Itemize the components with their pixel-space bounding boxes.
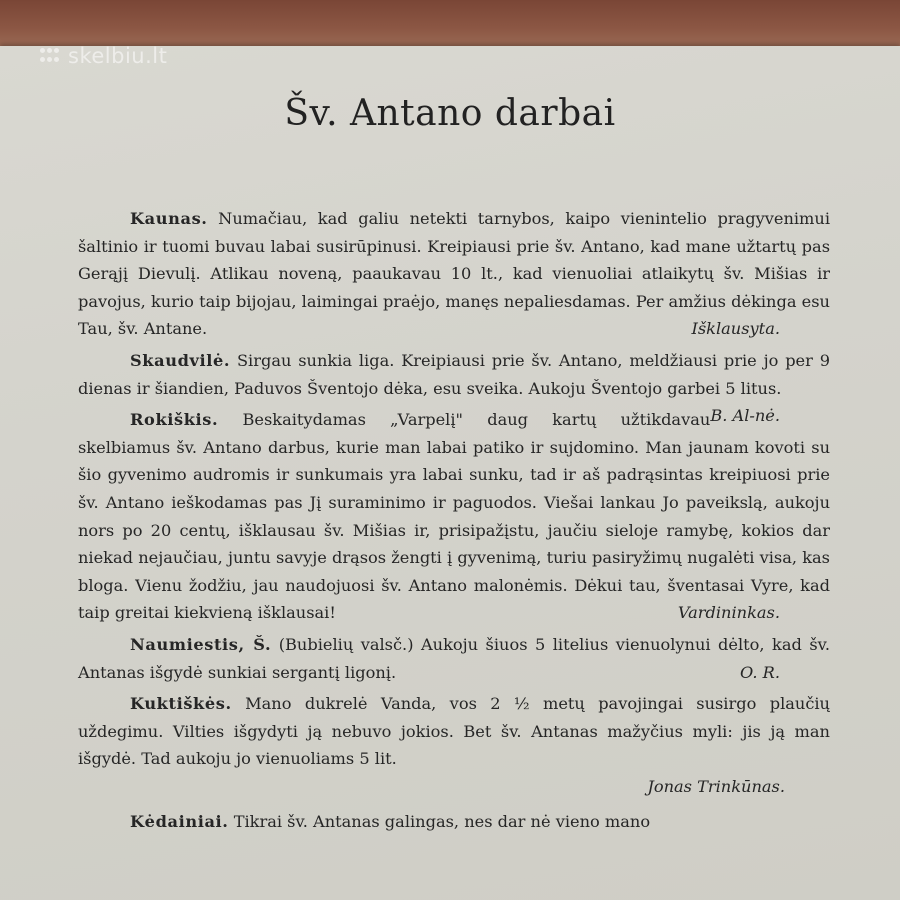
entry-text: Mano dukrelė Vanda, vos 2 ½ metų pavojingai susirgo plaučių uždegimu. Vilties išgydyti ją nebuvo jokios. Bet šv. Antanas mažyčius myli: jis ją man išgydė. Tad aukoju jo vienuoliams 5 lit. — [78, 694, 830, 769]
entry-place: Rokiškis. — [130, 410, 219, 430]
entry-kaunas — [78, 205, 830, 343]
entry-text: Numačiau, kad galiu netekti tarnybos, kaipo vienintelio pragyvenimui šaltinio ir tuomi buvau labai susirūpinusi. Kreipiausi prie šv. Antano, kad mane užtartų pas Gerąjį Dievulį. Atlikau noveną, paaukavau 10 lt., kad vienuoliai atlaikytų šv. Mišias ir pavojus, kurio taip bijojau, laimingai praėjo, manęs nepaliesdamas. Per amžius dėkinga esu Tau, šv. Antane. — [78, 209, 830, 339]
page-title: Šv. Antano darbai — [284, 93, 616, 134]
entry-kuktiskes — [78, 690, 830, 773]
entry-text: Sirgau sunkia liga. Kreipiausi prie šv. Antano, meldžiausi prie jo per 9 dienas ir šiandien, Paduvos Šventojo dėka, esu sveika. Aukoju Šventojo garbei 5 litus. — [78, 350, 830, 398]
entry-rokiskis — [78, 406, 830, 627]
entry-signature: Vardininkas. — [677, 603, 780, 623]
wooden-table-background — [0, 0, 900, 48]
entry-place: Skaudvilė. — [130, 350, 231, 370]
entry-place: Kėdainiai. — [130, 812, 229, 832]
entry-signature: B. Al-nė. — [710, 406, 780, 426]
entry-naumiestis — [78, 631, 830, 686]
entry-kedainiai — [78, 808, 830, 836]
watermark-logo-icon — [40, 48, 60, 64]
entry-text: Tikrai šv. Antanas galingas, nes dar nė vieno mano — [233, 812, 651, 832]
entry-place: Kuktiškės. — [130, 694, 232, 714]
watermark — [40, 44, 167, 68]
entry-place: Naumiestis, Š. — [130, 634, 272, 654]
entry-place: Kaunas. — [130, 209, 208, 228]
watermark-text: skelbiu.lt — [68, 44, 168, 68]
entry-text: Beskaitydamas „Varpelį" daug kartų užtikdavau skelbiamus šv. Antano darbus, kurie man labai patiko ir sujdomino. Man jaunam kovoti su šio gyvenimo audromis ir sunkumais yra labai sunku, tad ir aš padrąsintas kreipiuosi prie šv. Antano ieškodamas pas Jį suraminimo ir paguodos. Viešai lankau Jo paveikslą, aukoju nors po 20 centų, išklausau šv. Mišias ir, prisipažįstu, jaučiu sieloje ramybę, kokios dar niekad nejaučiau, juntu savyje drąsos žengti į gyvenimą, turiu pasiryžimų nugalėti visa, kas bloga. Vienu žodžiu, jau naudojuosi šv. Antano malonėmis. Dėkui tau, šventasai Vyre, kad taip greitai kiekvieną išklausai! — [78, 410, 830, 623]
entry-signature: O. R. — [740, 662, 780, 682]
article-body — [78, 205, 830, 840]
entry-signature: Jonas Trinkūnas. — [647, 776, 785, 796]
entry-signature: Išklausyta. — [691, 319, 780, 339]
entry-text: (Bubielių valsč.) Aukoju šiuos 5 litelius vienuolynui dėlto, kad šv. Antanas išgydė sunkiai sergantį ligonį. — [78, 634, 830, 682]
